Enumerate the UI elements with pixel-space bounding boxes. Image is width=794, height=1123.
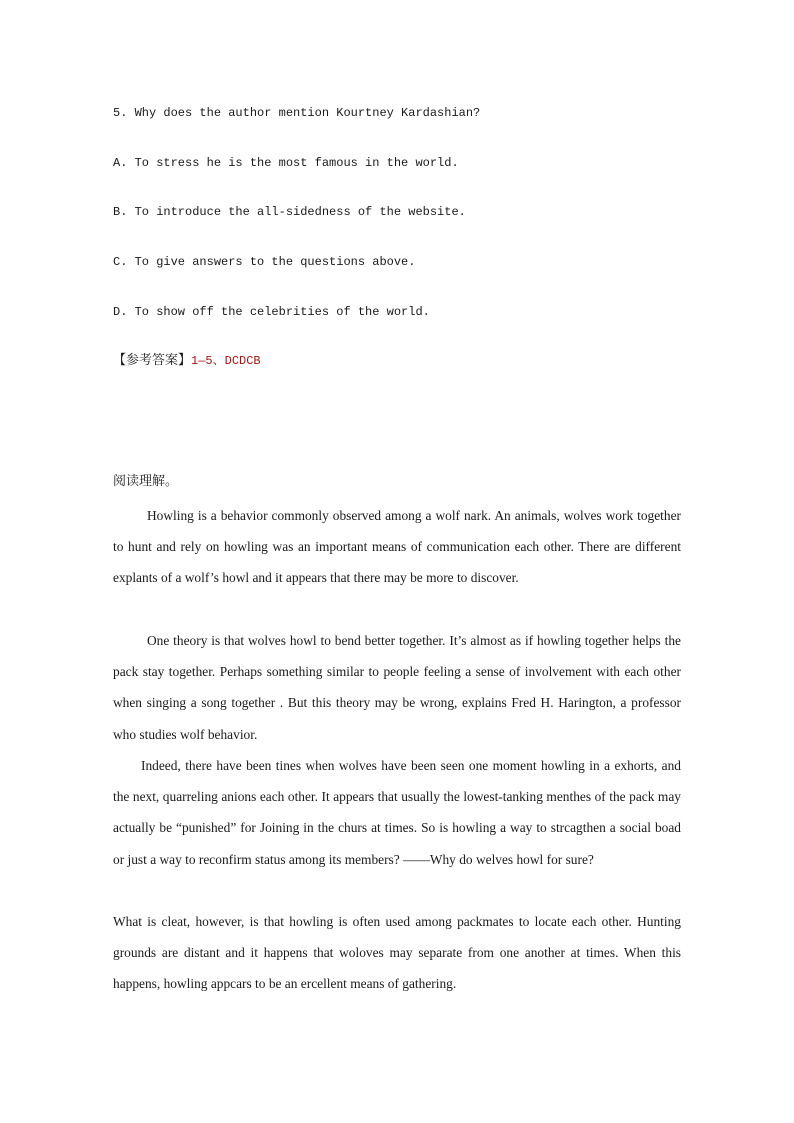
option-a: A. To stress he is the most famous in the world.: [113, 156, 459, 170]
question-stem: 5. Why does the author mention Kourtney Kardashian?: [113, 106, 481, 120]
option-c: C. To give answers to the questions above.: [113, 255, 416, 269]
option-b: B. To introduce the all-sidedness of the website.: [113, 205, 466, 219]
paragraph-text: Indeed, there have been tines when wolves have been seen one moment howling in a exhorts, and the next, quarreling anions each other. It appears that usually the lowest-tanking menthes of the pack may actually be “punished” for Joining in the churs at times. So is howling a way to strcagthen a social boad or just a way to reconfirm status among its members? ——Why do welves howl for sure?: [113, 758, 681, 867]
option-d: D. To show off the celebrities of the world.: [113, 305, 430, 319]
answer-value: 1—5、DCDCB: [191, 354, 261, 368]
section-title: 阅读理解。: [113, 474, 179, 489]
passage-paragraph-2: [113, 625, 681, 750]
passage-paragraph-4: [113, 906, 681, 1000]
answer-line: [113, 353, 261, 369]
paragraph-text: Howling is a behavior commonly observed among a wolf nark. An animals, wolves work together to hunt and rely on howling was an important means of communication each other. There are different explants of a wolf’s howl and it appears that there may be more to discover.: [113, 508, 681, 586]
answer-label: 【参考答案】: [113, 353, 192, 368]
paragraph-text: One theory is that wolves howl to bend better together. It’s almost as if howling together helps the pack stay together. Perhaps something similar to people feeling a sense of involvement with each other when singing a song together . But this theory may be wrong, explains Fred H. Harington, a professor who studies wolf behavior.: [113, 633, 681, 742]
paragraph-text: What is cleat, however, is that howling is often used among packmates to locate each other. Hunting grounds are distant and it happens that woloves may separate from one another at times. When this happens, howling appcars to be an ercellent means of gathering.: [113, 914, 681, 992]
passage-paragraph-1: [113, 500, 681, 594]
passage-paragraph-3: [113, 750, 681, 875]
